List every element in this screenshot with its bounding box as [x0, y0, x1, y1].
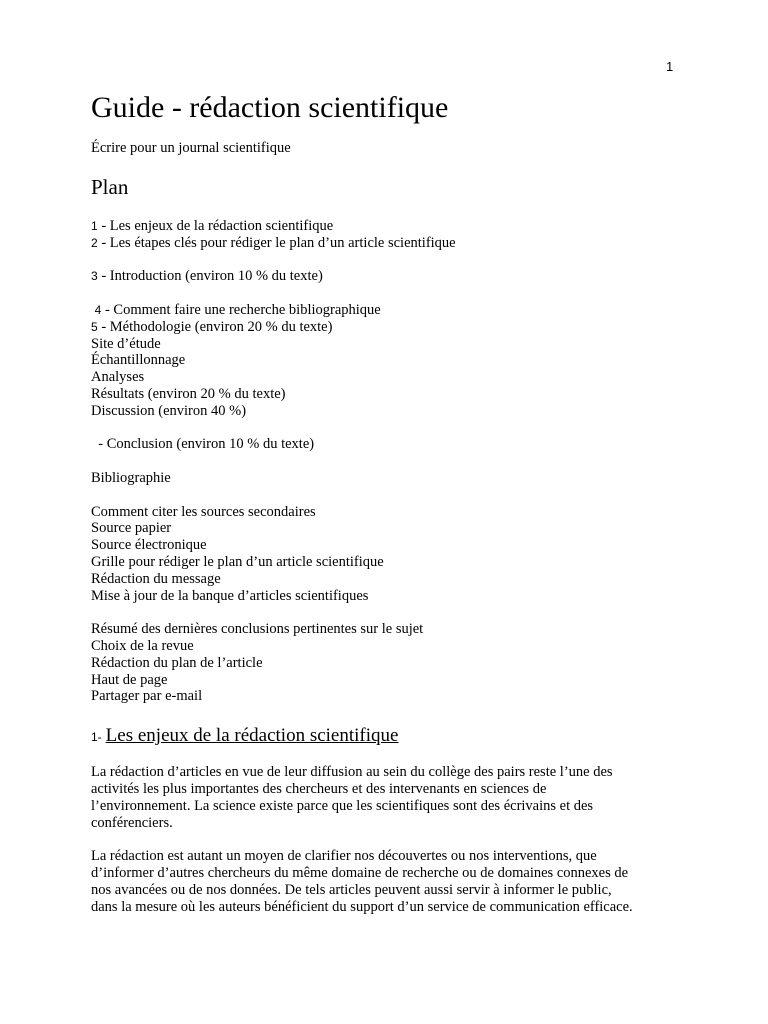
toc-subitem: Échantillonnage — [91, 352, 186, 369]
paragraph-2 — [91, 848, 681, 916]
toc-item: Source papier — [91, 520, 172, 537]
section-title: Les enjeux de la rédaction scientifique — [105, 725, 399, 746]
toc-item-text: - Introduction (environ 10 % du texte) — [97, 268, 323, 285]
toc-item — [91, 268, 456, 285]
table-of-contents — [91, 218, 456, 705]
toc-item-text: - Conclusion (environ 10 % du texte) — [94, 436, 315, 453]
paragraph-line: La rédaction d’articles en vue de leur diffusion au sein du collège des pairs reste l’une des — [91, 764, 613, 780]
section-heading — [91, 725, 398, 747]
toc-item: Résumé des dernières conclusions pertinentes sur le sujet — [91, 621, 424, 638]
toc-item: Grille pour rédiger le plan d’un article scientifique — [91, 553, 384, 570]
toc-item: Partager par e-mail — [91, 688, 203, 705]
toc-item-number: 5 — [91, 319, 98, 334]
toc-item-number: 3 — [91, 269, 98, 284]
toc-item: Bibliographie — [91, 469, 171, 486]
toc-item: Comment citer les sources secondaires — [91, 503, 316, 520]
paragraph-line: dans la mesure où les auteurs bénéficient du support d’un service de communication efficace. — [91, 899, 633, 915]
toc-item — [91, 436, 456, 453]
toc-item: Mise à jour de la banque d’articles scientifiques — [91, 587, 369, 604]
toc-item-number: 4 — [94, 302, 102, 317]
toc-item-text: - Comment faire une recherche bibliographique — [101, 301, 381, 318]
toc-item-number: 2 — [91, 235, 98, 250]
toc-item-number: 1 — [91, 219, 98, 233]
paragraph-line: d’informer d’autres chercheurs du même domaine de recherche ou de domaines connexes de — [91, 865, 629, 881]
document-title: Guide - rédaction scientifique — [91, 91, 449, 124]
section-number: 1- — [91, 730, 102, 744]
toc-item — [91, 235, 456, 252]
toc-item: Choix de la revue — [91, 637, 194, 654]
paragraph-line: l’environnement. La science existe parce que les scientifiques sont des écrivains et des — [91, 798, 594, 814]
toc-subitem: Discussion (environ 40 %) — [91, 402, 247, 419]
toc-subitem: Analyses — [91, 369, 145, 386]
toc-subitem: Résultats (environ 20 % du texte) — [91, 385, 286, 402]
paragraph-line: nos avancées ou de nos données. De tels articles peuvent aussi servir à informer le public, — [91, 882, 612, 898]
plan-heading: Plan — [91, 175, 129, 199]
toc-item-text: - Les enjeux de la rédaction scientifique — [97, 218, 334, 234]
paragraph-line: activités les plus importantes des chercheurs et des intervenants en sciences de — [91, 781, 547, 797]
toc-item: Rédaction du plan de l’article — [91, 654, 263, 671]
page-number: 1 — [666, 59, 674, 74]
toc-item: Rédaction du message — [91, 570, 221, 587]
paragraph-line: La rédaction est autant un moyen de clarifier nos découvertes ou nos interventions, que — [91, 848, 597, 864]
toc-item-text: - Les étapes clés pour rédiger le plan d’un article scientifique — [97, 234, 456, 251]
toc-item-text: - Méthodologie (environ 20 % du texte) — [97, 318, 333, 335]
toc-subitem: Site d’étude — [91, 335, 161, 352]
toc-item — [91, 302, 456, 319]
toc-item: Source électronique — [91, 537, 207, 554]
toc-item — [91, 319, 456, 336]
paragraph-line: conférenciers. — [91, 815, 173, 831]
toc-item — [91, 218, 456, 235]
paragraph-1 — [91, 764, 681, 832]
toc-item: Haut de page — [91, 671, 168, 688]
document-subtitle: Écrire pour un journal scientifique — [91, 140, 291, 156]
